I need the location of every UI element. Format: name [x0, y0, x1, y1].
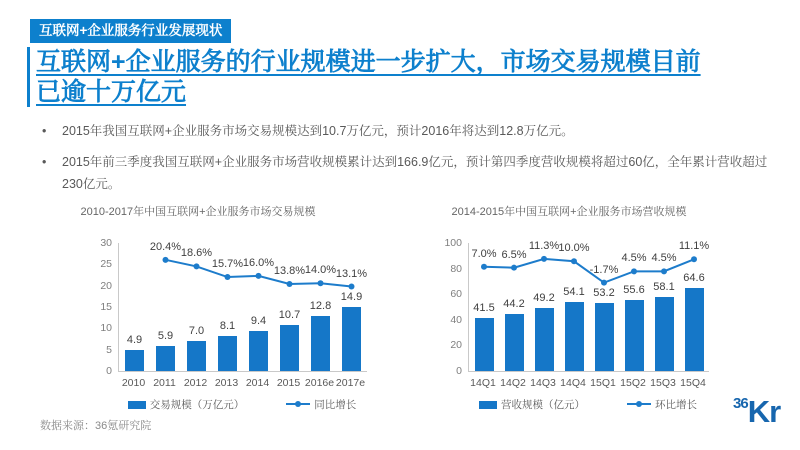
line-value-label: 18.6% [180, 247, 213, 260]
legend-item-line [286, 397, 356, 412]
bullet-item: • 2015年前三季度我国互联网+企业服务市场营收规模累计达到166.9亿元，预计第四季度营收规模将超过60亿，全年累计营收超过230亿元。 [40, 151, 770, 195]
x-axis-tick-label: 14Q3 [530, 377, 556, 389]
x-axis-tick-label: 15Q4 [680, 377, 706, 389]
legend-label: 营收规模（亿元） [501, 399, 585, 411]
legend-item-line [627, 397, 697, 412]
bar-value-label: 9.4 [250, 314, 267, 327]
chart-title: 2014-2015年中国互联网+企业服务市场营收规模 [451, 206, 687, 218]
y-axis-tick-label: 80 [450, 262, 462, 275]
legend-label: 环比增长 [655, 399, 697, 411]
bar-value-label: 55.6 [623, 283, 645, 296]
chart-title: 2010-2017年中国互联网+企业服务市场交易规模 [80, 206, 316, 218]
bar-value-label: 58.1 [653, 280, 675, 293]
line-value-label: 13.1% [335, 267, 368, 280]
page-title [27, 47, 776, 107]
bar-value-label: 64.6 [683, 272, 705, 285]
x-axis-tick-label: 2010 [121, 377, 146, 389]
plot-box [468, 239, 710, 372]
x-axis-tick-label: 14Q1 [470, 377, 496, 389]
bar-value-label: 14.9 [340, 291, 363, 304]
line-value-label: -1.7% [589, 263, 619, 276]
line-value-label: 20.4% [149, 240, 182, 253]
y-axis-tick-label: 10 [100, 322, 112, 335]
bar-value-label: 10.7 [278, 309, 301, 322]
line-value-label: 15.7% [211, 258, 244, 270]
legend-label: 交易规模（万亿元） [149, 399, 245, 411]
y-axis-tick-label: 60 [450, 288, 462, 301]
bar-value-label: 12.8 [309, 300, 332, 313]
x-axis-tick-label: 2013 [214, 377, 239, 389]
x-axis-tick-label: 2014 [245, 377, 270, 389]
y-axis-tick-label: 0 [456, 365, 462, 377]
line-value-label: 4.5% [651, 252, 677, 265]
y-axis-tick-label: 25 [100, 258, 112, 271]
x-axis-tick-label: 15Q3 [650, 377, 676, 389]
bar-value-label: 49.2 [533, 292, 555, 305]
x-axis-tick-label: 2015 [276, 377, 301, 389]
x-axis-tick-label: 15Q1 [590, 377, 616, 389]
bar-legend-swatch [128, 401, 146, 409]
y-axis-tick-label: 20 [450, 339, 462, 352]
section-badge: 互联网+企业服务行业发展现状 [30, 19, 231, 43]
legend-item-bar [128, 397, 245, 412]
bar-value-label: 7.0 [188, 325, 205, 338]
page-title-line2: 已逾十万亿元 [36, 78, 187, 106]
line-value-label: 16.0% [242, 256, 275, 269]
x-axis-tick-label: 2012 [183, 377, 208, 389]
y-axis-tick-label: 15 [100, 301, 112, 313]
bar-value-label: 5.9 [157, 329, 174, 342]
legend-label: 同比增长 [314, 399, 357, 411]
bar-value-label: 4.9 [126, 334, 143, 347]
x-axis-tick-label: 14Q4 [560, 377, 586, 389]
line-value-label: 6.5% [501, 248, 527, 261]
chart-plot-area [30, 237, 368, 389]
line-value-label: 11.1% [678, 240, 710, 253]
chart-legend [118, 397, 366, 412]
line-value-label: 13.8% [273, 264, 306, 277]
line-value-label: 4.5% [621, 252, 647, 265]
legend-item-bar [479, 397, 585, 412]
line-legend-swatch [627, 403, 651, 405]
y-axis-tick-label: 100 [444, 237, 462, 249]
chart-transaction-scale [30, 204, 366, 412]
y-axis-tick-label: 30 [100, 237, 112, 249]
bar-value-label: 54.1 [563, 285, 585, 298]
kr36-logo [733, 396, 780, 427]
y-axis-tick-label: 40 [450, 313, 462, 326]
chart-legend [468, 397, 708, 412]
x-axis-tick-label: 14Q2 [500, 377, 526, 389]
bullet-item: • 2015年我国互联网+企业服务市场交易规模达到10.7万亿元，预计2016年将达到12.8万亿元。 [40, 120, 770, 142]
y-axis-tick-label: 5 [106, 343, 112, 356]
bullet-list [40, 120, 770, 204]
line-value-label: 11.3% [528, 239, 560, 252]
x-axis-tick-label: 2016e [304, 377, 335, 389]
line-value-label: 10.0% [558, 242, 590, 255]
line-legend-swatch [286, 403, 310, 405]
line-value-label: 14.0% [304, 264, 337, 277]
data-source-note: 数据来源：36氪研究院 [40, 420, 152, 432]
x-axis-tick-label: 15Q2 [620, 377, 646, 389]
bar-value-label: 44.2 [503, 298, 525, 311]
chart-revenue-scale [430, 204, 708, 412]
plot-box [118, 240, 368, 372]
chart-plot-area [430, 237, 710, 389]
bar-value-label: 53.2 [593, 286, 615, 299]
line-legend-dot [295, 401, 301, 407]
line-legend-dot [636, 401, 642, 407]
bar-value-label: 8.1 [219, 320, 236, 333]
y-axis-tick-label: 20 [100, 279, 112, 292]
bar-value-label: 41.5 [473, 301, 495, 314]
kr36-logo-kr: Kr [747, 394, 781, 429]
kr36-logo-36: 36 [733, 395, 748, 412]
page-title-line1: 互联网+企业服务的行业规模进一步扩大，市场交易规模目前 [36, 48, 701, 76]
x-axis-tick-label: 2011 [153, 377, 176, 389]
y-axis-tick-label: 0 [106, 365, 112, 377]
line-value-label: 7.0% [471, 247, 497, 260]
bar-legend-swatch [479, 401, 497, 409]
x-axis-tick-label: 2017e [335, 377, 366, 389]
